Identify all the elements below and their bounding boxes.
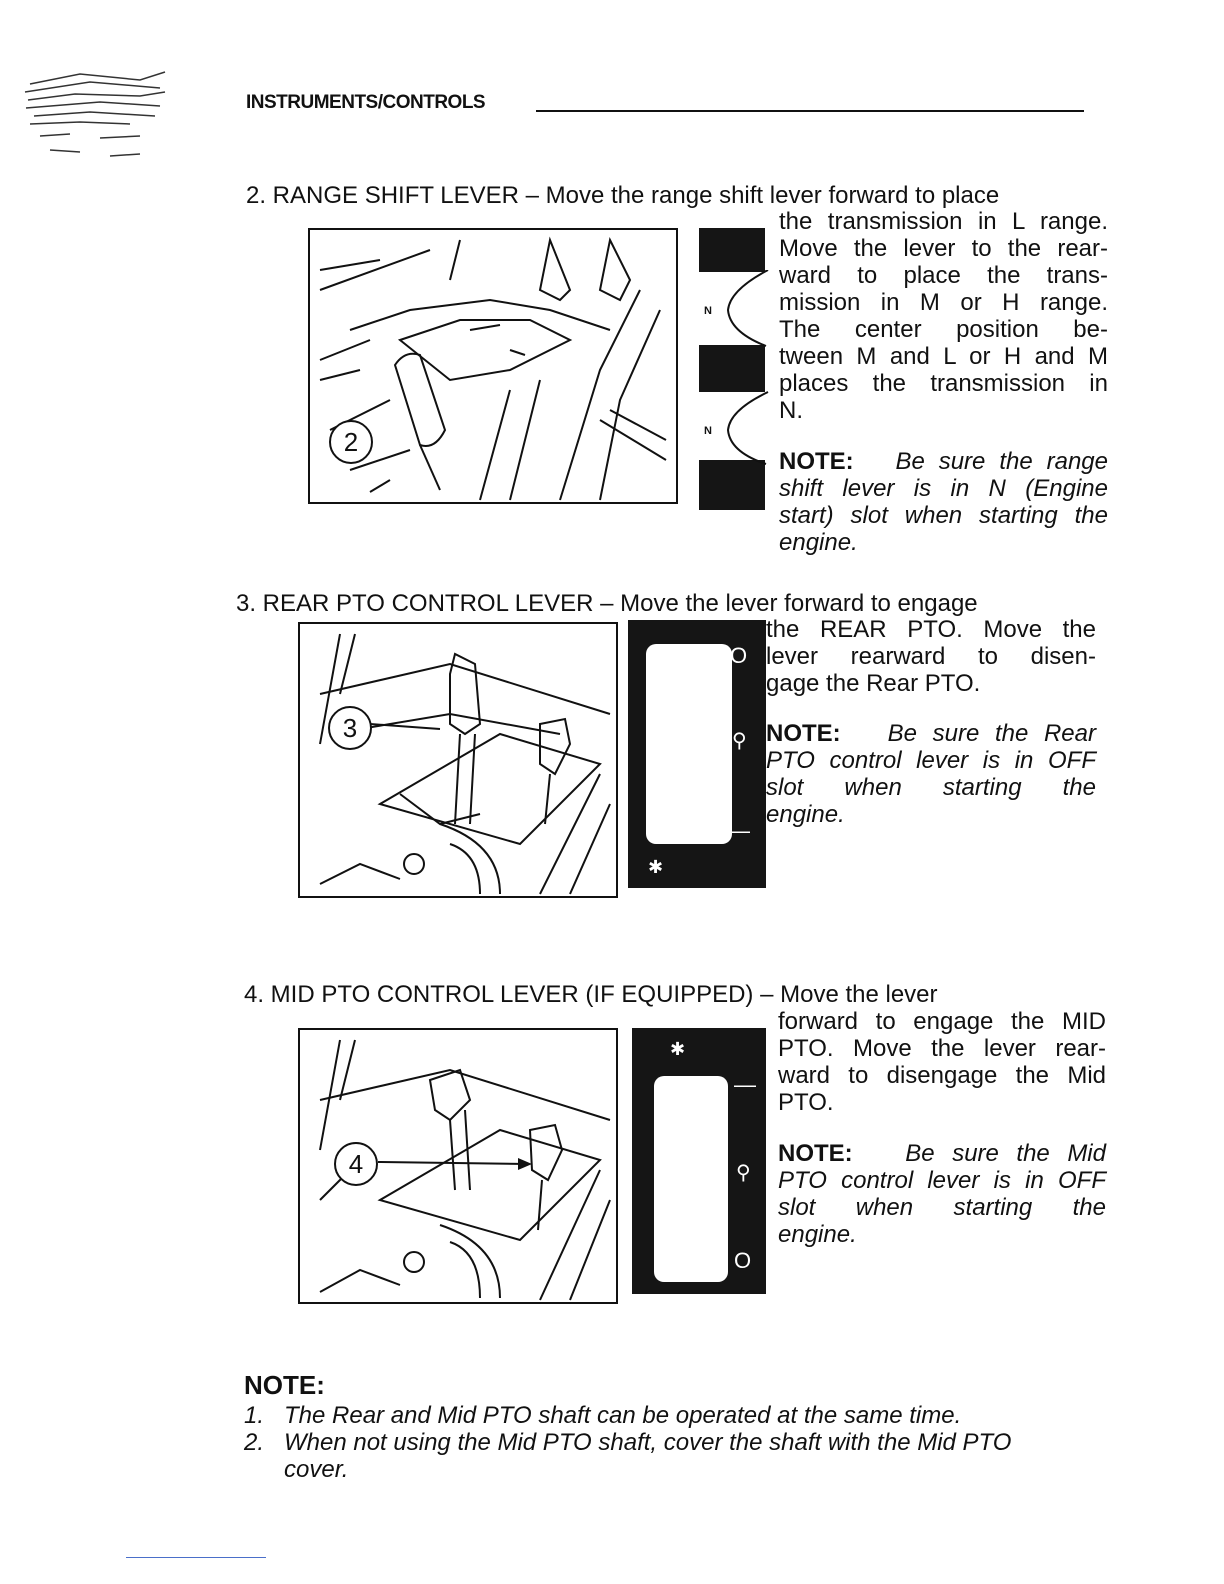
section2-note-label: NOTE: bbox=[779, 448, 854, 475]
range-shift-drawing bbox=[310, 230, 676, 502]
final-note-title: NOTE: bbox=[244, 1370, 325, 1400]
section3-body-line: the REAR PTO. Move the bbox=[766, 616, 1096, 643]
range-slot-n-label-2: N bbox=[704, 425, 712, 437]
section2-note-line: start) slot when starting the bbox=[779, 502, 1108, 529]
section3-note-line: PTO control lever is in OFF bbox=[766, 747, 1096, 774]
range-gate-path bbox=[700, 270, 770, 470]
callout-3: 3 bbox=[328, 706, 372, 750]
section2-body-line: tween M and L or H and M bbox=[779, 343, 1108, 370]
section4-body bbox=[778, 1008, 1106, 1116]
final-note-item-text: When not using the Mid PTO shaft, cover the shaft with the Mid PTO bbox=[284, 1429, 1012, 1456]
section3-body-line: gage the Rear PTO. bbox=[766, 670, 981, 697]
rear-pto-shaft-icon: ✱ bbox=[648, 857, 664, 877]
header-rule bbox=[536, 110, 1084, 112]
scan-artifact bbox=[20, 66, 170, 196]
final-note-item-text: The Rear and Mid PTO shaft can be operated at the same time. bbox=[284, 1402, 962, 1429]
mid-pto-gate bbox=[632, 1028, 766, 1294]
section2-note-line: shift lever is in N (Engine bbox=[779, 475, 1108, 502]
section2-body-line: mission in M or H range. bbox=[779, 289, 1108, 316]
section2-body-line: N. bbox=[779, 397, 803, 424]
section2-note-line: Be sure the range bbox=[895, 448, 1108, 475]
mid-pto-on-marker: O bbox=[734, 1248, 752, 1273]
final-note-item-text-cont: cover. bbox=[284, 1456, 349, 1483]
section4-note-line: Be sure the Mid bbox=[905, 1140, 1106, 1167]
mid-pto-shaft-icon: ✱ bbox=[670, 1039, 686, 1059]
section2-body-line: Move the lever to the rear- bbox=[779, 235, 1108, 262]
rear-pto-drawing bbox=[300, 624, 616, 896]
section3-body-line: lever rearward to disen- bbox=[766, 643, 1096, 670]
section2-body-line: The center position be- bbox=[779, 316, 1108, 343]
range-slot-n-label-1: N bbox=[704, 305, 712, 317]
section3-note bbox=[766, 720, 1096, 828]
section3-note-line: Be sure the Rear bbox=[887, 720, 1096, 747]
section4-note-line: slot when starting the bbox=[778, 1194, 1106, 1221]
mid-pto-gate-slot bbox=[654, 1076, 728, 1282]
section4-lead: 4. MID PTO CONTROL LEVER (IF EQUIPPED) – Move the lever bbox=[244, 981, 938, 1008]
pto-symbol-icon: ⚲ bbox=[732, 730, 747, 752]
section4-note-label: NOTE: bbox=[778, 1140, 853, 1167]
section2-body bbox=[779, 208, 1108, 424]
rear-pto-off-marker: — bbox=[728, 818, 750, 843]
section4-body-line: PTO. bbox=[778, 1089, 834, 1116]
section3-note-line: engine. bbox=[766, 801, 845, 828]
rear-pto-figure bbox=[298, 622, 618, 898]
range-shift-figure bbox=[308, 228, 678, 504]
section2-body-line: ward to place the trans- bbox=[779, 262, 1108, 289]
section4-body-line: forward to engage the MID bbox=[778, 1008, 1106, 1035]
rear-pto-on-marker: O bbox=[730, 643, 748, 668]
section4-note bbox=[778, 1140, 1106, 1248]
section4-note-line: engine. bbox=[778, 1221, 857, 1248]
section2-note bbox=[779, 448, 1108, 556]
section3-lead: 3. REAR PTO CONTROL LEVER – Move the lever forward to engage bbox=[236, 590, 978, 617]
range-slot-l bbox=[699, 228, 765, 272]
pto-symbol-icon: ⚲ bbox=[736, 1162, 751, 1184]
section2-lead: 2. RANGE SHIFT LEVER – Move the range shift lever forward to place bbox=[246, 182, 1000, 209]
section3-body bbox=[766, 616, 1096, 697]
section4-body-line: PTO. Move the lever rear- bbox=[778, 1035, 1106, 1062]
callout-2: 2 bbox=[329, 420, 373, 464]
callout-4: 4 bbox=[334, 1142, 378, 1186]
callout-4-arrow bbox=[378, 1150, 538, 1170]
footer-rule bbox=[126, 1557, 266, 1558]
section3-note-label: NOTE: bbox=[766, 720, 841, 747]
section3-note-line: slot when starting the bbox=[766, 774, 1096, 801]
final-note-item-num: 2. bbox=[244, 1429, 265, 1456]
rear-pto-gate bbox=[628, 620, 766, 888]
mid-pto-off-marker: — bbox=[734, 1072, 756, 1097]
section2-body-line: places the transmission in bbox=[779, 370, 1108, 397]
rear-pto-gate-slot bbox=[646, 644, 732, 844]
section2-body-line: the transmission in L range. bbox=[779, 208, 1108, 235]
section4-note-line: PTO control lever is in OFF bbox=[778, 1167, 1106, 1194]
section4-body-line: ward to disengage the Mid bbox=[778, 1062, 1106, 1089]
page-header: INSTRUMENTS/CONTROLS bbox=[246, 92, 486, 113]
final-note-item-num: 1. bbox=[244, 1402, 265, 1429]
section2-note-line: engine. bbox=[779, 529, 858, 556]
